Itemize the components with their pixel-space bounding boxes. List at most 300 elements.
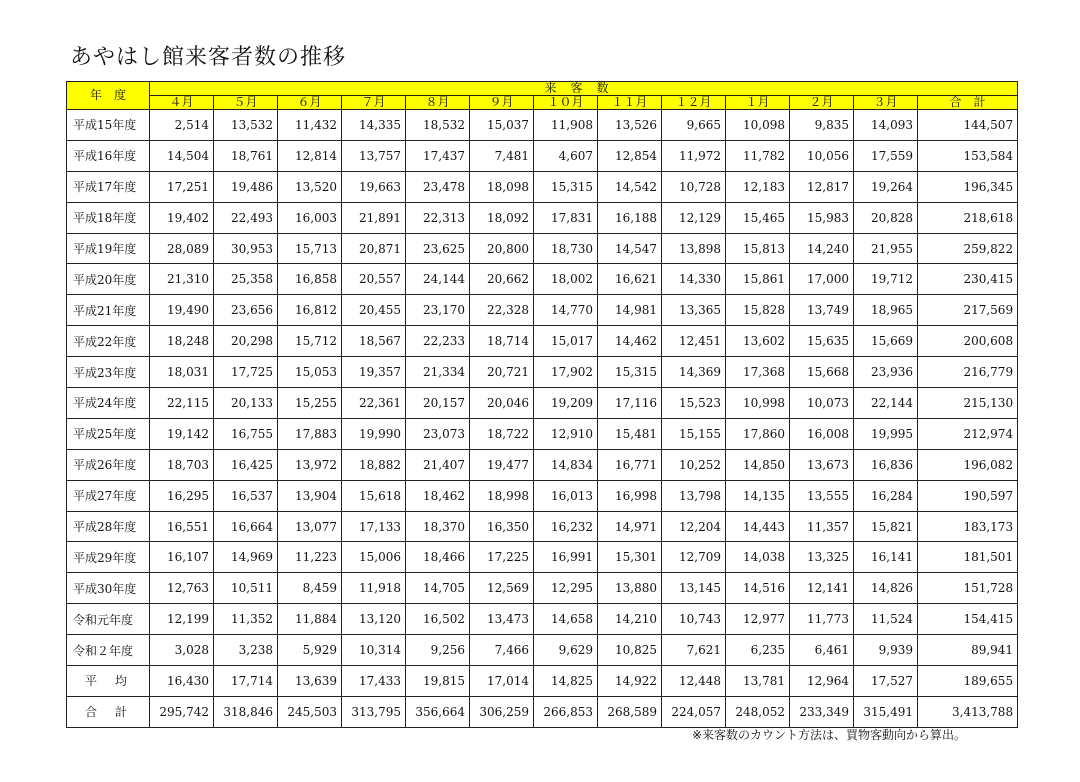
value-cell: 23,656 xyxy=(214,295,278,326)
page-title: あやはし館来客者数の推移 xyxy=(70,45,347,70)
value-cell: 17,831 xyxy=(534,202,598,233)
value-cell: 12,448 xyxy=(662,666,726,697)
value-cell: 12,977 xyxy=(726,604,790,635)
value-cell: 10,511 xyxy=(214,573,278,604)
value-cell: 22,115 xyxy=(150,388,214,419)
value-cell: 16,991 xyxy=(534,542,598,573)
value-cell: 12,129 xyxy=(662,202,726,233)
value-cell: 10,728 xyxy=(662,171,726,202)
value-cell: 12,204 xyxy=(662,511,726,542)
value-cell: 13,325 xyxy=(790,542,854,573)
row-label: 平成17年度 xyxy=(67,171,150,202)
value-cell: 19,477 xyxy=(470,449,534,480)
value-cell: 17,133 xyxy=(342,511,406,542)
value-cell: 14,369 xyxy=(662,357,726,388)
value-cell: 21,891 xyxy=(342,202,406,233)
value-cell: 10,073 xyxy=(790,388,854,419)
value-cell: 23,170 xyxy=(406,295,470,326)
value-cell: 14,971 xyxy=(598,511,662,542)
table-row xyxy=(67,542,1018,573)
value-cell: 15,983 xyxy=(790,202,854,233)
table-row xyxy=(67,295,1018,326)
value-cell: 20,557 xyxy=(342,264,406,295)
value-cell: 9,629 xyxy=(534,635,598,666)
value-cell: 13,798 xyxy=(662,480,726,511)
table-row xyxy=(67,202,1018,233)
value-cell: 20,871 xyxy=(342,233,406,264)
value-cell: 8,459 xyxy=(278,573,342,604)
table-row xyxy=(67,449,1018,480)
value-cell: 13,473 xyxy=(470,604,534,635)
value-cell: 16,232 xyxy=(534,511,598,542)
value-cell: 17,860 xyxy=(726,418,790,449)
value-cell: 6,461 xyxy=(790,635,854,666)
value-cell: 313,795 xyxy=(342,696,406,727)
row-label: 平成27年度 xyxy=(67,480,150,511)
value-cell: 16,771 xyxy=(598,449,662,480)
value-cell: 20,455 xyxy=(342,295,406,326)
value-cell: 11,972 xyxy=(662,140,726,171)
value-cell: 14,658 xyxy=(534,604,598,635)
value-cell: 15,465 xyxy=(726,202,790,233)
table-body xyxy=(67,110,1018,728)
visitors-table xyxy=(66,81,1018,728)
value-cell: 21,334 xyxy=(406,357,470,388)
value-cell: 16,284 xyxy=(854,480,918,511)
value-cell: 306,259 xyxy=(470,696,534,727)
value-cell: 14,826 xyxy=(854,573,918,604)
value-cell: 14,443 xyxy=(726,511,790,542)
value-cell: 16,350 xyxy=(470,511,534,542)
row-total-cell: 218,618 xyxy=(918,202,1018,233)
value-cell: 14,240 xyxy=(790,233,854,264)
value-cell: 295,742 xyxy=(150,696,214,727)
column-header-month: ３月 xyxy=(854,96,918,110)
header-row-group xyxy=(67,82,1018,96)
row-total-cell: 259,822 xyxy=(918,233,1018,264)
column-header-month: ４月 xyxy=(150,96,214,110)
value-cell: 318,846 xyxy=(214,696,278,727)
value-cell: 16,008 xyxy=(790,418,854,449)
value-cell: 17,437 xyxy=(406,140,470,171)
value-cell: 13,972 xyxy=(278,449,342,480)
value-cell: 12,569 xyxy=(470,573,534,604)
value-cell: 12,910 xyxy=(534,418,598,449)
value-cell: 16,551 xyxy=(150,511,214,542)
value-cell: 7,481 xyxy=(470,140,534,171)
value-cell: 18,098 xyxy=(470,171,534,202)
row-total-cell: 3,413,788 xyxy=(918,696,1018,727)
value-cell: 18,248 xyxy=(150,326,214,357)
value-cell: 14,135 xyxy=(726,480,790,511)
row-label: 平成23年度 xyxy=(67,357,150,388)
row-label: 平成25年度 xyxy=(67,418,150,449)
value-cell: 16,107 xyxy=(150,542,214,573)
value-cell: 19,486 xyxy=(214,171,278,202)
value-cell: 22,493 xyxy=(214,202,278,233)
value-cell: 12,814 xyxy=(278,140,342,171)
table-row xyxy=(67,635,1018,666)
value-cell: 10,314 xyxy=(342,635,406,666)
value-cell: 13,365 xyxy=(662,295,726,326)
table-row xyxy=(67,511,1018,542)
value-cell: 14,516 xyxy=(726,573,790,604)
value-cell: 3,238 xyxy=(214,635,278,666)
row-total-cell: 151,728 xyxy=(918,573,1018,604)
value-cell: 20,828 xyxy=(854,202,918,233)
value-cell: 14,834 xyxy=(534,449,598,480)
value-cell: 15,618 xyxy=(342,480,406,511)
value-cell: 12,451 xyxy=(662,326,726,357)
value-cell: 15,821 xyxy=(854,511,918,542)
value-cell: 19,712 xyxy=(854,264,918,295)
value-cell: 15,861 xyxy=(726,264,790,295)
row-label: 平均 xyxy=(67,666,150,697)
row-total-cell: 153,584 xyxy=(918,140,1018,171)
value-cell: 6,235 xyxy=(726,635,790,666)
value-cell: 14,969 xyxy=(214,542,278,573)
value-cell: 16,858 xyxy=(278,264,342,295)
value-cell: 23,073 xyxy=(406,418,470,449)
value-cell: 15,315 xyxy=(598,357,662,388)
value-cell: 18,730 xyxy=(534,233,598,264)
column-header-month: １月 xyxy=(726,96,790,110)
value-cell: 14,825 xyxy=(534,666,598,697)
value-cell: 12,854 xyxy=(598,140,662,171)
row-label: 合計 xyxy=(67,696,150,727)
value-cell: 28,089 xyxy=(150,233,214,264)
value-cell: 14,462 xyxy=(598,326,662,357)
column-header-month: １２月 xyxy=(662,96,726,110)
value-cell: 16,621 xyxy=(598,264,662,295)
value-cell: 13,781 xyxy=(726,666,790,697)
table-row xyxy=(67,233,1018,264)
value-cell: 19,990 xyxy=(342,418,406,449)
value-cell: 15,713 xyxy=(278,233,342,264)
year-header: 年度 xyxy=(67,82,150,110)
value-cell: 15,155 xyxy=(662,418,726,449)
column-header-total: 合 計 xyxy=(918,96,1018,110)
value-cell: 14,504 xyxy=(150,140,214,171)
row-label: 平成21年度 xyxy=(67,295,150,326)
value-cell: 15,037 xyxy=(470,110,534,141)
value-cell: 11,782 xyxy=(726,140,790,171)
value-cell: 9,835 xyxy=(790,110,854,141)
value-cell: 15,712 xyxy=(278,326,342,357)
value-cell: 14,038 xyxy=(726,542,790,573)
value-cell: 16,295 xyxy=(150,480,214,511)
value-cell: 17,368 xyxy=(726,357,790,388)
value-cell: 23,936 xyxy=(854,357,918,388)
value-cell: 25,358 xyxy=(214,264,278,295)
value-cell: 11,908 xyxy=(534,110,598,141)
value-cell: 13,120 xyxy=(342,604,406,635)
value-cell: 10,056 xyxy=(790,140,854,171)
value-cell: 18,466 xyxy=(406,542,470,573)
row-label: 令和２年度 xyxy=(67,635,150,666)
value-cell: 248,052 xyxy=(726,696,790,727)
value-cell: 10,825 xyxy=(598,635,662,666)
row-label: 平成22年度 xyxy=(67,326,150,357)
value-cell: 20,157 xyxy=(406,388,470,419)
row-label: 平成18年度 xyxy=(67,202,150,233)
row-total-cell: 190,597 xyxy=(918,480,1018,511)
average-row xyxy=(67,666,1018,697)
row-label: 平成28年度 xyxy=(67,511,150,542)
value-cell: 12,141 xyxy=(790,573,854,604)
row-total-cell: 181,501 xyxy=(918,542,1018,573)
value-cell: 17,714 xyxy=(214,666,278,697)
value-cell: 11,524 xyxy=(854,604,918,635)
value-cell: 266,853 xyxy=(534,696,598,727)
value-cell: 21,407 xyxy=(406,449,470,480)
row-label: 平成15年度 xyxy=(67,110,150,141)
value-cell: 13,904 xyxy=(278,480,342,511)
value-cell: 18,370 xyxy=(406,511,470,542)
value-cell: 19,815 xyxy=(406,666,470,697)
value-cell: 10,998 xyxy=(726,388,790,419)
value-cell: 17,527 xyxy=(854,666,918,697)
value-cell: 18,532 xyxy=(406,110,470,141)
value-cell: 11,352 xyxy=(214,604,278,635)
value-cell: 7,466 xyxy=(470,635,534,666)
row-label: 平成20年度 xyxy=(67,264,150,295)
value-cell: 18,998 xyxy=(470,480,534,511)
value-cell: 16,141 xyxy=(854,542,918,573)
column-header-month: ８月 xyxy=(406,96,470,110)
column-header-month: ９月 xyxy=(470,96,534,110)
value-cell: 19,663 xyxy=(342,171,406,202)
value-cell: 19,264 xyxy=(854,171,918,202)
value-cell: 14,705 xyxy=(406,573,470,604)
row-total-cell: 183,173 xyxy=(918,511,1018,542)
value-cell: 3,028 xyxy=(150,635,214,666)
value-cell: 16,537 xyxy=(214,480,278,511)
table-row xyxy=(67,110,1018,141)
column-header-month: ２月 xyxy=(790,96,854,110)
value-cell: 245,503 xyxy=(278,696,342,727)
value-cell: 17,225 xyxy=(470,542,534,573)
table-row xyxy=(67,388,1018,419)
value-cell: 15,301 xyxy=(598,542,662,573)
value-cell: 13,526 xyxy=(598,110,662,141)
table-row xyxy=(67,326,1018,357)
value-cell: 21,955 xyxy=(854,233,918,264)
row-total-cell: 196,082 xyxy=(918,449,1018,480)
value-cell: 23,478 xyxy=(406,171,470,202)
row-label: 平成16年度 xyxy=(67,140,150,171)
value-cell: 14,981 xyxy=(598,295,662,326)
value-cell: 24,144 xyxy=(406,264,470,295)
value-cell: 14,210 xyxy=(598,604,662,635)
value-cell: 11,918 xyxy=(342,573,406,604)
value-cell: 15,668 xyxy=(790,357,854,388)
value-cell: 17,014 xyxy=(470,666,534,697)
value-cell: 22,361 xyxy=(342,388,406,419)
row-total-cell: 154,415 xyxy=(918,604,1018,635)
row-total-cell: 230,415 xyxy=(918,264,1018,295)
value-cell: 16,013 xyxy=(534,480,598,511)
value-cell: 22,328 xyxy=(470,295,534,326)
row-label: 令和元年度 xyxy=(67,604,150,635)
value-cell: 13,673 xyxy=(790,449,854,480)
value-cell: 12,183 xyxy=(726,171,790,202)
value-cell: 2,514 xyxy=(150,110,214,141)
value-cell: 19,995 xyxy=(854,418,918,449)
value-cell: 11,773 xyxy=(790,604,854,635)
value-cell: 9,939 xyxy=(854,635,918,666)
value-cell: 356,664 xyxy=(406,696,470,727)
value-cell: 315,491 xyxy=(854,696,918,727)
value-cell: 18,722 xyxy=(470,418,534,449)
value-cell: 19,209 xyxy=(534,388,598,419)
value-cell: 20,721 xyxy=(470,357,534,388)
value-cell: 20,133 xyxy=(214,388,278,419)
column-header-month: ７月 xyxy=(342,96,406,110)
value-cell: 224,057 xyxy=(662,696,726,727)
row-total-cell: 215,130 xyxy=(918,388,1018,419)
value-cell: 18,965 xyxy=(854,295,918,326)
value-cell: 15,635 xyxy=(790,326,854,357)
value-cell: 7,621 xyxy=(662,635,726,666)
value-cell: 16,425 xyxy=(214,449,278,480)
value-cell: 13,520 xyxy=(278,171,342,202)
row-label: 平成30年度 xyxy=(67,573,150,604)
value-cell: 19,490 xyxy=(150,295,214,326)
value-cell: 19,142 xyxy=(150,418,214,449)
value-cell: 14,330 xyxy=(662,264,726,295)
column-header-month: １０月 xyxy=(534,96,598,110)
value-cell: 16,664 xyxy=(214,511,278,542)
value-cell: 13,532 xyxy=(214,110,278,141)
value-cell: 16,812 xyxy=(278,295,342,326)
value-cell: 15,481 xyxy=(598,418,662,449)
value-cell: 17,725 xyxy=(214,357,278,388)
value-cell: 17,251 xyxy=(150,171,214,202)
value-cell: 10,252 xyxy=(662,449,726,480)
value-cell: 13,898 xyxy=(662,233,726,264)
value-cell: 20,298 xyxy=(214,326,278,357)
value-cell: 22,233 xyxy=(406,326,470,357)
value-cell: 17,116 xyxy=(598,388,662,419)
table-row xyxy=(67,357,1018,388)
value-cell: 15,828 xyxy=(726,295,790,326)
value-cell: 12,817 xyxy=(790,171,854,202)
footnote: ※来客数のカウント方法は、買物客動向から算出。 xyxy=(692,728,967,742)
value-cell: 9,256 xyxy=(406,635,470,666)
value-cell: 22,144 xyxy=(854,388,918,419)
row-total-cell: 200,608 xyxy=(918,326,1018,357)
value-cell: 18,092 xyxy=(470,202,534,233)
value-cell: 17,902 xyxy=(534,357,598,388)
value-cell: 15,523 xyxy=(662,388,726,419)
value-cell: 14,850 xyxy=(726,449,790,480)
value-cell: 14,770 xyxy=(534,295,598,326)
value-cell: 5,929 xyxy=(278,635,342,666)
value-cell: 16,430 xyxy=(150,666,214,697)
column-header-month: ５月 xyxy=(214,96,278,110)
value-cell: 13,757 xyxy=(342,140,406,171)
value-cell: 16,188 xyxy=(598,202,662,233)
value-cell: 13,555 xyxy=(790,480,854,511)
value-cell: 16,755 xyxy=(214,418,278,449)
value-cell: 15,017 xyxy=(534,326,598,357)
row-label: 平成29年度 xyxy=(67,542,150,573)
value-cell: 17,883 xyxy=(278,418,342,449)
row-total-cell: 212,974 xyxy=(918,418,1018,449)
value-cell: 18,462 xyxy=(406,480,470,511)
value-cell: 11,432 xyxy=(278,110,342,141)
value-cell: 18,002 xyxy=(534,264,598,295)
value-cell: 268,589 xyxy=(598,696,662,727)
value-cell: 18,031 xyxy=(150,357,214,388)
table-row xyxy=(67,573,1018,604)
value-cell: 12,295 xyxy=(534,573,598,604)
value-cell: 17,559 xyxy=(854,140,918,171)
value-cell: 12,709 xyxy=(662,542,726,573)
value-cell: 13,880 xyxy=(598,573,662,604)
table-row xyxy=(67,264,1018,295)
total-row xyxy=(67,696,1018,727)
column-header-month: １１月 xyxy=(598,96,662,110)
value-cell: 20,046 xyxy=(470,388,534,419)
row-total-cell: 196,345 xyxy=(918,171,1018,202)
column-header-month: ６月 xyxy=(278,96,342,110)
value-cell: 4,607 xyxy=(534,140,598,171)
value-cell: 21,310 xyxy=(150,264,214,295)
value-cell: 14,542 xyxy=(598,171,662,202)
table-row xyxy=(67,604,1018,635)
value-cell: 18,761 xyxy=(214,140,278,171)
value-cell: 13,749 xyxy=(790,295,854,326)
value-cell: 10,743 xyxy=(662,604,726,635)
value-cell: 11,357 xyxy=(790,511,854,542)
row-total-cell: 217,569 xyxy=(918,295,1018,326)
value-cell: 15,053 xyxy=(278,357,342,388)
value-cell: 10,098 xyxy=(726,110,790,141)
value-cell: 14,335 xyxy=(342,110,406,141)
value-cell: 16,836 xyxy=(854,449,918,480)
table-row xyxy=(67,140,1018,171)
value-cell: 20,800 xyxy=(470,233,534,264)
row-label: 平成24年度 xyxy=(67,388,150,419)
value-cell: 19,357 xyxy=(342,357,406,388)
value-cell: 14,093 xyxy=(854,110,918,141)
value-cell: 13,639 xyxy=(278,666,342,697)
row-total-cell: 189,655 xyxy=(918,666,1018,697)
value-cell: 15,006 xyxy=(342,542,406,573)
table-row xyxy=(67,418,1018,449)
value-cell: 18,567 xyxy=(342,326,406,357)
value-cell: 9,665 xyxy=(662,110,726,141)
value-cell: 13,077 xyxy=(278,511,342,542)
value-cell: 11,223 xyxy=(278,542,342,573)
value-cell: 23,625 xyxy=(406,233,470,264)
value-cell: 18,703 xyxy=(150,449,214,480)
value-cell: 15,669 xyxy=(854,326,918,357)
value-cell: 16,998 xyxy=(598,480,662,511)
row-total-cell: 216,779 xyxy=(918,357,1018,388)
value-cell: 18,882 xyxy=(342,449,406,480)
table-row xyxy=(67,480,1018,511)
value-cell: 12,199 xyxy=(150,604,214,635)
value-cell: 13,602 xyxy=(726,326,790,357)
value-cell: 17,433 xyxy=(342,666,406,697)
value-cell: 22,313 xyxy=(406,202,470,233)
row-total-cell: 89,941 xyxy=(918,635,1018,666)
value-cell: 19,402 xyxy=(150,202,214,233)
value-cell: 11,884 xyxy=(278,604,342,635)
